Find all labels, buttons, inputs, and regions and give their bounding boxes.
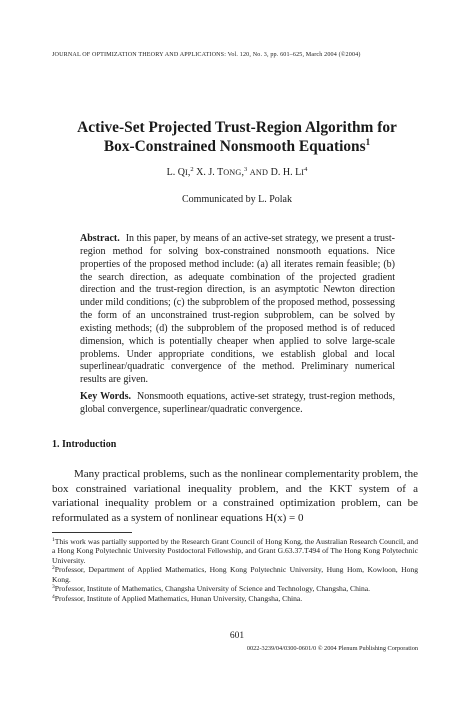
footnote-4-text: Professor, Institute of Applied Mathematics, Hunan University, Changsha, China. — [54, 593, 303, 603]
author-qi: L. QI,$^2$ — [166, 166, 194, 178]
keywords-block — [80, 391, 395, 417]
author-qi-smallcaps: I — [184, 168, 188, 177]
footnote-1 — [52, 537, 418, 565]
footnote-2-marker: 2 — [52, 565, 55, 572]
author-li-initial: D. H. L — [270, 167, 302, 178]
author-tong: X. J. TONG,$^3$ — [196, 166, 248, 178]
journal-header: JOURNAL OF OPTIMIZATION THEORY AND APPLICATIONS: Vol. 120, No. 3, pp. 601–625, March 2004 (©2004) — [52, 52, 361, 58]
footnote-rule — [52, 532, 132, 533]
author-and: AND — [249, 168, 269, 177]
abstract-block — [80, 233, 395, 387]
keywords-label: Key Words. — [80, 391, 132, 402]
section-heading: 1. Introduction — [52, 439, 117, 450]
keywords-text: Nonsmooth equations, active-set strategy, trust-region methods, global convergence, superlinear/quadratic convergence. — [80, 391, 395, 415]
author-tong-footnote: 3 — [244, 166, 248, 173]
author-tong-smallcaps: ONG — [223, 168, 242, 177]
author-li-smallcaps: I — [301, 168, 305, 177]
author-li — [271, 167, 308, 178]
copyright-line: 0022-3239/04/0300-0601/0 © 2004 Plenum Publishing Corporation — [246, 645, 418, 652]
intro-paragraph: Many practical problems, such as the nonlinear complementarity problem, the box constrained variational inequality problem, and the KKT system of a variational inequality problem or a constrained optimization problem, can be reformulated as a system of nonlinear equations H(x) = 0 — [52, 468, 418, 524]
communicated-by: Communicated by L. Polak — [182, 194, 292, 205]
footnote-2-text: Professor, Department of Applied Mathematics, Hong Kong Polytechnic University, Hung Hom, Kowloon, Hong Kong. — [52, 565, 418, 584]
footnotes — [52, 537, 418, 603]
title-line-1: Active-Set Projected Trust-Region Algorithm for — [77, 119, 397, 136]
author-li-footnote: 4 — [304, 166, 308, 173]
title-line-2 — [40, 137, 434, 156]
abstract-text: In this paper, by means of an active-set strategy, we present a trust-region method for solving box-constrained nonsmooth equations. Nice properties of the proposed method include: (a) all iterates remain feasible; (b) the search direction, as adequate combination of the projected gradient direction and the trust-region direction, is an asymptotic Newton direction under mild conditions; (c) the subproblem of the proposed method, possessing the form of an unconstrained trust-region subproblem, can be solved by existing methods; (d) the subproblem of the proposed method is of reduced dimension, which is potentially cheaper when applied to solve large-scale problems. Under appropriate conditions, we establish global and local superlinear/quadratic convergence of the method. Preliminary numerical results are given. — [80, 233, 395, 386]
footnote-1-text: This work was partially supported by the Research Grant Council of Hong Kong, the Australian Research Council, and a Hong Kong Polytechnic University Postdoctoral Fellowship, and Grant G.63.37.T494 of The Hong Kong Polytechnic University. — [52, 537, 418, 565]
author-qi-initial: L. Q — [166, 167, 185, 178]
footnote-3 — [52, 584, 418, 593]
abstract-label: Abstract. — [80, 233, 120, 244]
author-tong-initial: X. J. T — [196, 167, 224, 178]
footnote-1-marker: 1 — [52, 537, 55, 543]
footnote-4 — [52, 594, 418, 603]
footnote-4-marker: 4 — [52, 593, 55, 600]
title-footnote-marker: 1 — [365, 137, 371, 147]
author-list — [40, 167, 434, 178]
footnote-2 — [52, 565, 418, 584]
title-line-2-text: Box-Constrained Nonsmooth Equations — [103, 138, 366, 155]
footnote-3-marker: 3 — [52, 584, 55, 591]
paper-title — [40, 118, 434, 156]
page-number: 601 — [229, 631, 245, 641]
author-qi-footnote: 2 — [190, 166, 194, 173]
footnote-3-text: Professor, Institute of Mathematics, Changsha University of Science and Technology, Changsha, China. — [54, 584, 371, 594]
